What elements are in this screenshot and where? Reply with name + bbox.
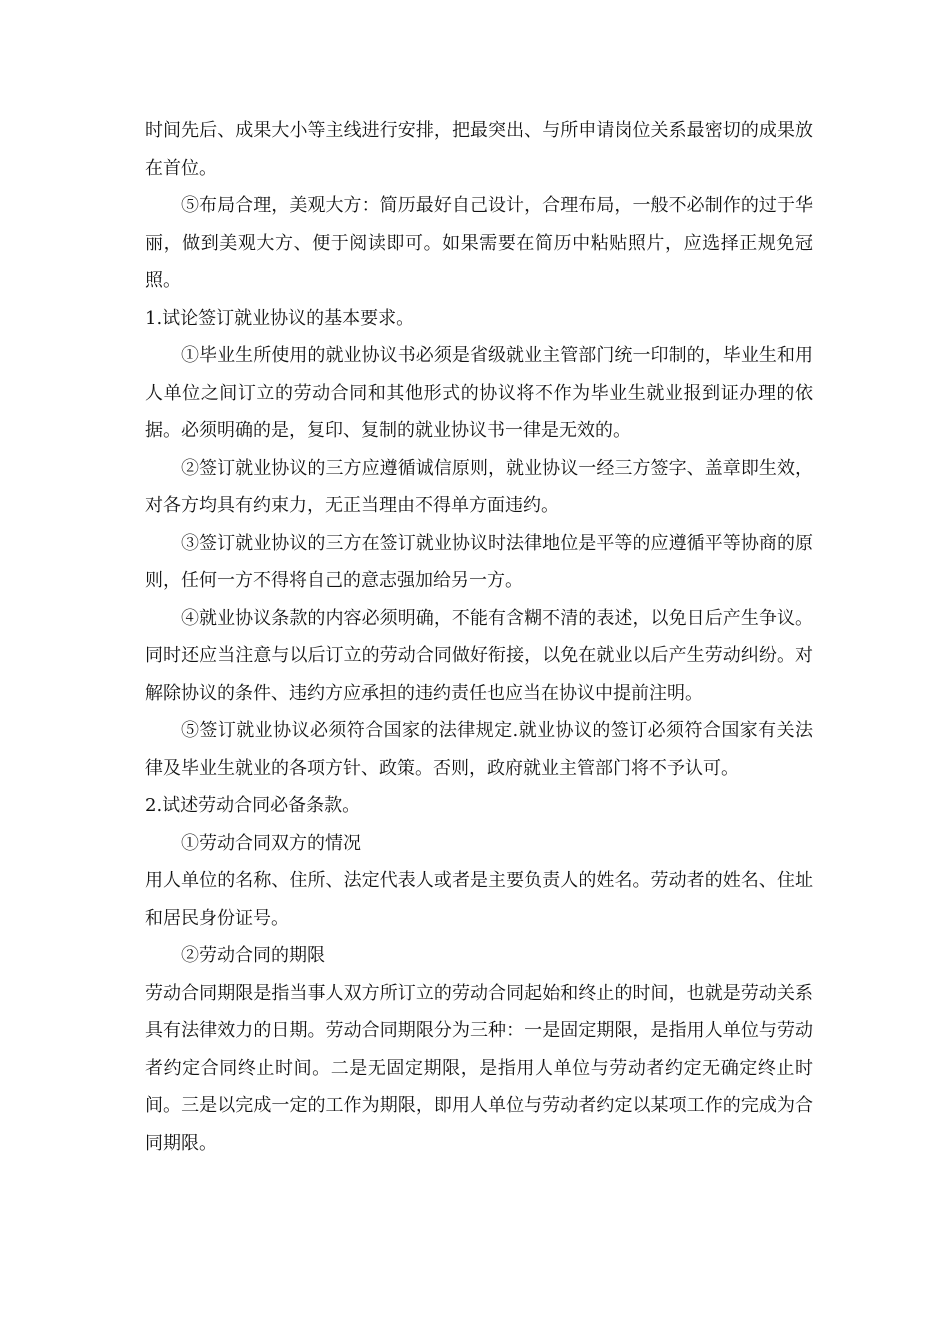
paragraph-requirement-1: ①毕业生所使用的就业协议书必须是省级就业主管部门统一印制的，毕业生和用人单位之间订立的劳动合同和其他形式的协议将不作为毕业生就业报到证办理的依据。必须明确的是，复印、复制的就业协议书一律是无效的。 [145, 345, 813, 441]
document-page [145, 112, 813, 1162]
clause-body-parties: 用人单位的名称、住所、法定代表人或者是主要负责人的姓名。劳动者的姓名、住址和居民身份证号。 [145, 870, 813, 929]
question-heading-2: 2.试述劳动合同必备条款。 [145, 795, 361, 816]
paragraph-layout-item: ⑤布局合理，美观大方：简历最好自己设计，合理布局，一般不必制作的过于华丽，做到美观大方、便于阅读即可。如果需要在简历中粘贴照片，应选择正规免冠照。 [145, 195, 813, 291]
paragraph-requirement-3: ③签订就业协议的三方在签订就业协议时法律地位是平等的应遵循平等协商的原则，任何一方不得将自己的意志强加给另一方。 [145, 532, 813, 591]
paragraph-requirement-4: ④就业协议条款的内容必须明确，不能有含糊不清的表述，以免日后产生争议。同时还应当注意与以后订立的劳动合同做好衔接，以免在就业以后产生劳动纠纷。对解除协议的条件、违约方应承担的违约责任也应当在协议中提前注明。 [145, 607, 813, 704]
paragraph-requirement-5: ⑤签订就业协议必须符合国家的法律规定.就业协议的签订必须符合国家有关法律及毕业生就业的各项方针、政策。否则，政府就业主管部门将不予认可。 [145, 720, 813, 779]
clause-body-term: 劳动合同期限是指当事人双方所订立的劳动合同起始和终止的时间，也就是劳动关系具有法律效力的日期。劳动合同期限分为三种：一是固定期限，是指用人单位与劳动者约定合同终止时间。二是无固定期限，是指用人单位与劳动者约定无确定终止时间。三是以完成一定的工作为期限，即用人单位与劳动者约定以某项工作的完成为合同期限。 [145, 982, 813, 1154]
clause-heading-term: ②劳动合同的期限 [181, 945, 325, 966]
paragraph-requirement-2: ②签订就业协议的三方应遵循诚信原则，就业协议一经三方签字、盖章即生效，对各方均具有约束力，无正当理由不得单方面违约。 [145, 457, 813, 516]
clause-heading-parties: ①劳动合同双方的情况 [181, 832, 361, 854]
paragraph-continuation: 时间先后、成果大小等主线进行安排，把最突出、与所申请岗位关系最密切的成果放在首位。 [145, 120, 813, 179]
question-heading-1: 1.试论签订就业协议的基本要求。 [145, 307, 415, 329]
